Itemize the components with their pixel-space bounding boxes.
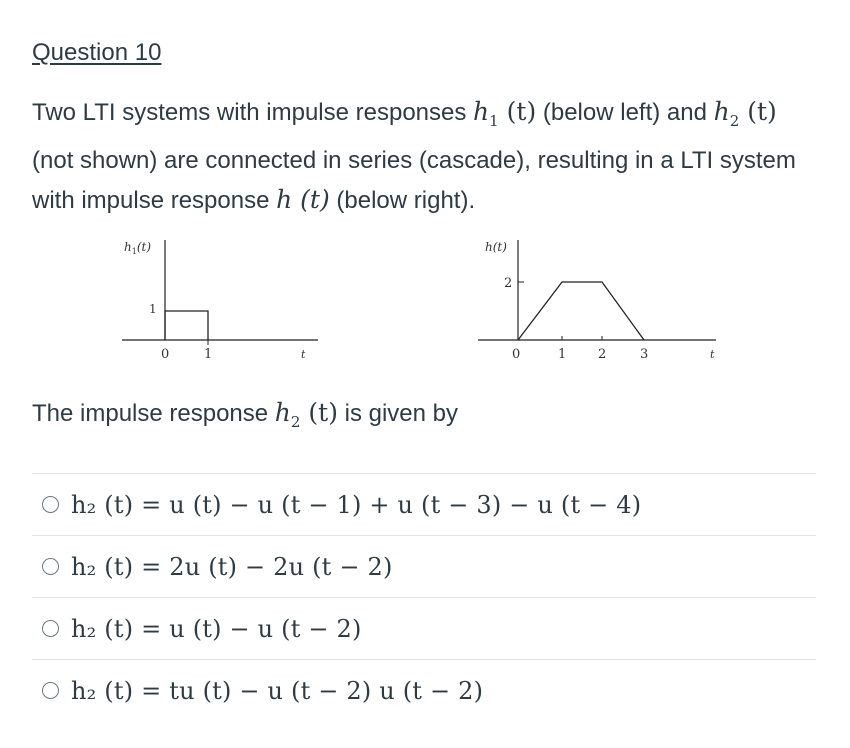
text-segment: is given by bbox=[337, 400, 459, 427]
h1-xtick-label: 0 bbox=[161, 347, 170, 362]
option-label: h₂ (t) = u (t) − u (t − 1) + u (t − 3) − u (t − 4) bbox=[71, 490, 642, 519]
h1-xtick-label: 1 bbox=[204, 347, 213, 362]
given-text bbox=[32, 398, 458, 431]
math-sub: 2 bbox=[729, 111, 740, 130]
option-label: h₂ (t) = tu (t) − u (t − 2) u (t − 2) bbox=[71, 676, 484, 705]
h1-xlabel: t bbox=[301, 348, 306, 361]
option-label: h₂ (t) = u (t) − u (t − 2) bbox=[71, 614, 362, 643]
answer-option-1[interactable] bbox=[32, 473, 816, 535]
h-trapezoid bbox=[518, 282, 644, 340]
radio-button[interactable] bbox=[42, 558, 59, 575]
option-label: h₂ (t) = 2u (t) − 2u (t − 2) bbox=[71, 552, 393, 581]
math-h2: h bbox=[713, 97, 730, 126]
math-h2: h bbox=[274, 398, 291, 427]
h1-ytick-label: 1 bbox=[149, 302, 157, 316]
math-arg: (t) bbox=[498, 97, 537, 126]
text-segment: (below left) and bbox=[536, 99, 714, 126]
h-xtick-label: 2 bbox=[598, 347, 607, 362]
h1-ylabel: $h_1(t)$ bbox=[124, 240, 152, 256]
math-h: h (t) bbox=[276, 184, 330, 214]
math-arg: (t) bbox=[739, 97, 777, 126]
math-arg: (t) bbox=[300, 398, 338, 427]
answer-options bbox=[32, 473, 816, 721]
h1-rect-pulse bbox=[165, 311, 208, 340]
radio-button[interactable] bbox=[42, 620, 59, 637]
h-xtick-label: 3 bbox=[640, 347, 649, 362]
text-segment: Two LTI systems with impulse responses bbox=[32, 99, 474, 126]
figure-h bbox=[478, 240, 716, 362]
radio-button[interactable] bbox=[42, 496, 59, 513]
answer-option-4[interactable] bbox=[32, 659, 816, 721]
answer-option-3[interactable] bbox=[32, 597, 816, 659]
text-segment: (below right). bbox=[329, 186, 476, 214]
math-sub: 2 bbox=[290, 412, 301, 431]
text-segment: The impulse response bbox=[32, 400, 275, 427]
h-xtick-label: 0 bbox=[512, 347, 521, 362]
answer-option-2[interactable] bbox=[32, 535, 816, 597]
figure-h1 bbox=[122, 240, 318, 362]
text-segment: (not shown) are connected in series (cascade), resulting in a LTI system with impulse response bbox=[32, 146, 796, 214]
radio-button[interactable] bbox=[42, 682, 59, 699]
math-h1: h bbox=[473, 97, 490, 126]
h-ylabel: h(t) bbox=[485, 240, 507, 254]
h-ytick-label: 2 bbox=[504, 276, 513, 291]
math-sub: 1 bbox=[489, 111, 499, 130]
h-xlabel: t bbox=[710, 348, 715, 361]
question-title: Question 10 bbox=[32, 39, 162, 66]
h-xtick-label: 1 bbox=[558, 347, 567, 362]
question-text bbox=[32, 92, 822, 220]
